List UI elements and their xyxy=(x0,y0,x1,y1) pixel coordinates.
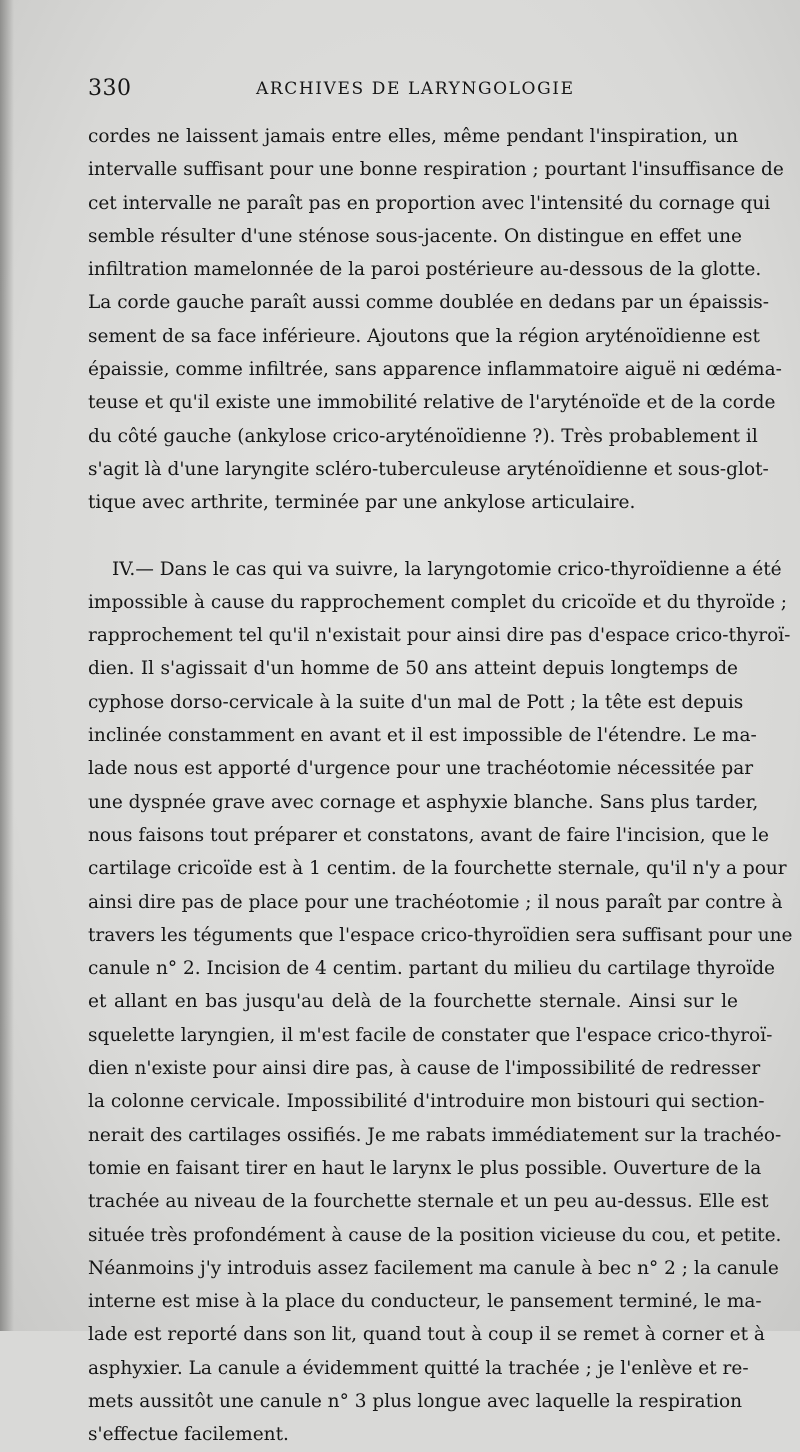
text-line: inclinée constamment en avant et il est impossible de l'étendre. Le ma- xyxy=(88,725,757,747)
page-number: 330 xyxy=(88,76,132,101)
running-head xyxy=(88,76,738,106)
text-line: squelette laryngien, il m'est facile de constater que l'espace crico-thyroï- xyxy=(88,1024,773,1046)
text-line: une dyspnée grave avec cornage et asphyxie blanche. Sans plus tarder, xyxy=(88,791,759,813)
text-line: impossible à cause du rapprochement complet du cricoïde et du thyroïde ; xyxy=(88,591,788,613)
text-line: La corde gauche paraît aussi comme doublée en dedans par un épaissis- xyxy=(88,292,770,314)
text-line: située très profondément à cause de la position vicieuse du cou, et petite. xyxy=(88,1224,782,1246)
text-line: Néanmoins j'y introduis assez facilement ma canule à bec n° 2 ; la canule xyxy=(88,1257,779,1279)
text-line: épaissie, comme infiltrée, sans apparence inflammatoire aiguë ni œdéma- xyxy=(88,359,782,381)
text-line: dien n'existe pour ainsi dire pas, à cause de l'impossibilité de redresser xyxy=(88,1058,761,1080)
text-line: lade est reporté dans son lit, quand tout à coup il se remet à corner et à xyxy=(88,1324,765,1346)
text-line: intervalle suffisant pour une bonne respiration ; pourtant l'insuffisance de xyxy=(88,159,784,181)
text-line: infiltration mamelonnée de la paroi postérieure au-dessous de la glotte. xyxy=(88,259,762,281)
text-line: sement de sa face inférieure. Ajoutons que la région aryténoïdienne est xyxy=(88,325,760,347)
text-line: dien. Il s'agissait d'un homme de 50 ans atteint depuis longtemps de xyxy=(88,658,738,680)
paragraph-continuation xyxy=(88,120,784,520)
text-line: travers les téguments que l'espace crico-thyroïdien sera suffisant pour une xyxy=(88,924,793,946)
text-line: teuse et qu'il existe une immobilité relative de l'aryténoïde et de la corde xyxy=(88,392,776,414)
text-line: ainsi dire pas de place pour une trachéotomie ; il nous paraît par contre à xyxy=(88,891,783,913)
text-line: cartilage cricoïde est à 1 centim. de la fourchette sternale, qu'il n'y a pour xyxy=(88,858,787,880)
text-line: cordes ne laissent jamais entre elles, même pendant l'inspiration, un xyxy=(88,126,738,147)
text-line: cet intervalle ne paraît pas en proportion avec l'intensité du cornage qui xyxy=(88,192,771,214)
text-line: cyphose dorso-cervicale à la suite d'un mal de Pott ; la tête est depuis xyxy=(88,691,744,713)
text-line: et allant en bas jusqu'au delà de la fourchette sternale. Ainsi sur le xyxy=(88,991,738,1013)
text-line: lade nous est apporté d'urgence pour une trachéotomie nécessitée par xyxy=(88,758,754,780)
text-line: s'agit là d'une laryngite scléro-tuberculeuse aryténoïdienne et sous-glot- xyxy=(88,458,769,480)
text-line: IV.— Dans le cas qui va suivre, la laryngotomie crico-thyroïdienne a été xyxy=(112,558,782,580)
text-line: canule n° 2. Incision de 4 centim. partant du milieu du cartilage thyroïde xyxy=(88,958,776,980)
text-line: la colonne cervicale. Impossibilité d'introduire mon bistouri qui section- xyxy=(88,1091,765,1113)
text-line: nerait des cartilages ossifiés. Je me rabats immédiatement sur la trachéo- xyxy=(88,1124,782,1146)
paragraph-case-iv xyxy=(88,553,793,1452)
text-line: nous faisons tout préparer et constatons, avant de faire l'incision, que le xyxy=(88,824,769,846)
text-line: semble résulter d'une sténose sous-jacente. On distingue en effet une xyxy=(88,225,743,247)
body-text xyxy=(88,120,793,1452)
text-line: asphyxier. La canule a évidemment quitté la trachée ; je l'enlève et re- xyxy=(88,1357,749,1379)
text-line: s'effectue facilement. xyxy=(88,1424,289,1446)
text-line: rapprochement tel qu'il n'existait pour ainsi dire pas d'espace crico-thyroï- xyxy=(88,625,791,647)
text-line: du côté gauche (ankylose crico-aryténoïdienne ?). Très probablement il xyxy=(88,425,758,447)
text-line: tomie en faisant tirer en haut le larynx le plus possible. Ouverture de la xyxy=(88,1157,762,1179)
text-line: mets aussitôt une canule n° 3 plus longue avec laquelle la respiration xyxy=(88,1390,743,1412)
binding-shadow xyxy=(0,0,14,1331)
paragraph-gap xyxy=(88,520,738,553)
running-title: ARCHIVES DE LARYNGOLOGIE xyxy=(256,79,575,99)
text-line: tique avec arthrite, terminée par une ankylose articulaire. xyxy=(88,492,636,514)
text-line: trachée au niveau de la fourchette sternale et un peu au-dessus. Elle est xyxy=(88,1191,769,1213)
text-line: interne est mise à la place du conducteur, le pansement terminé, le ma- xyxy=(88,1291,762,1313)
